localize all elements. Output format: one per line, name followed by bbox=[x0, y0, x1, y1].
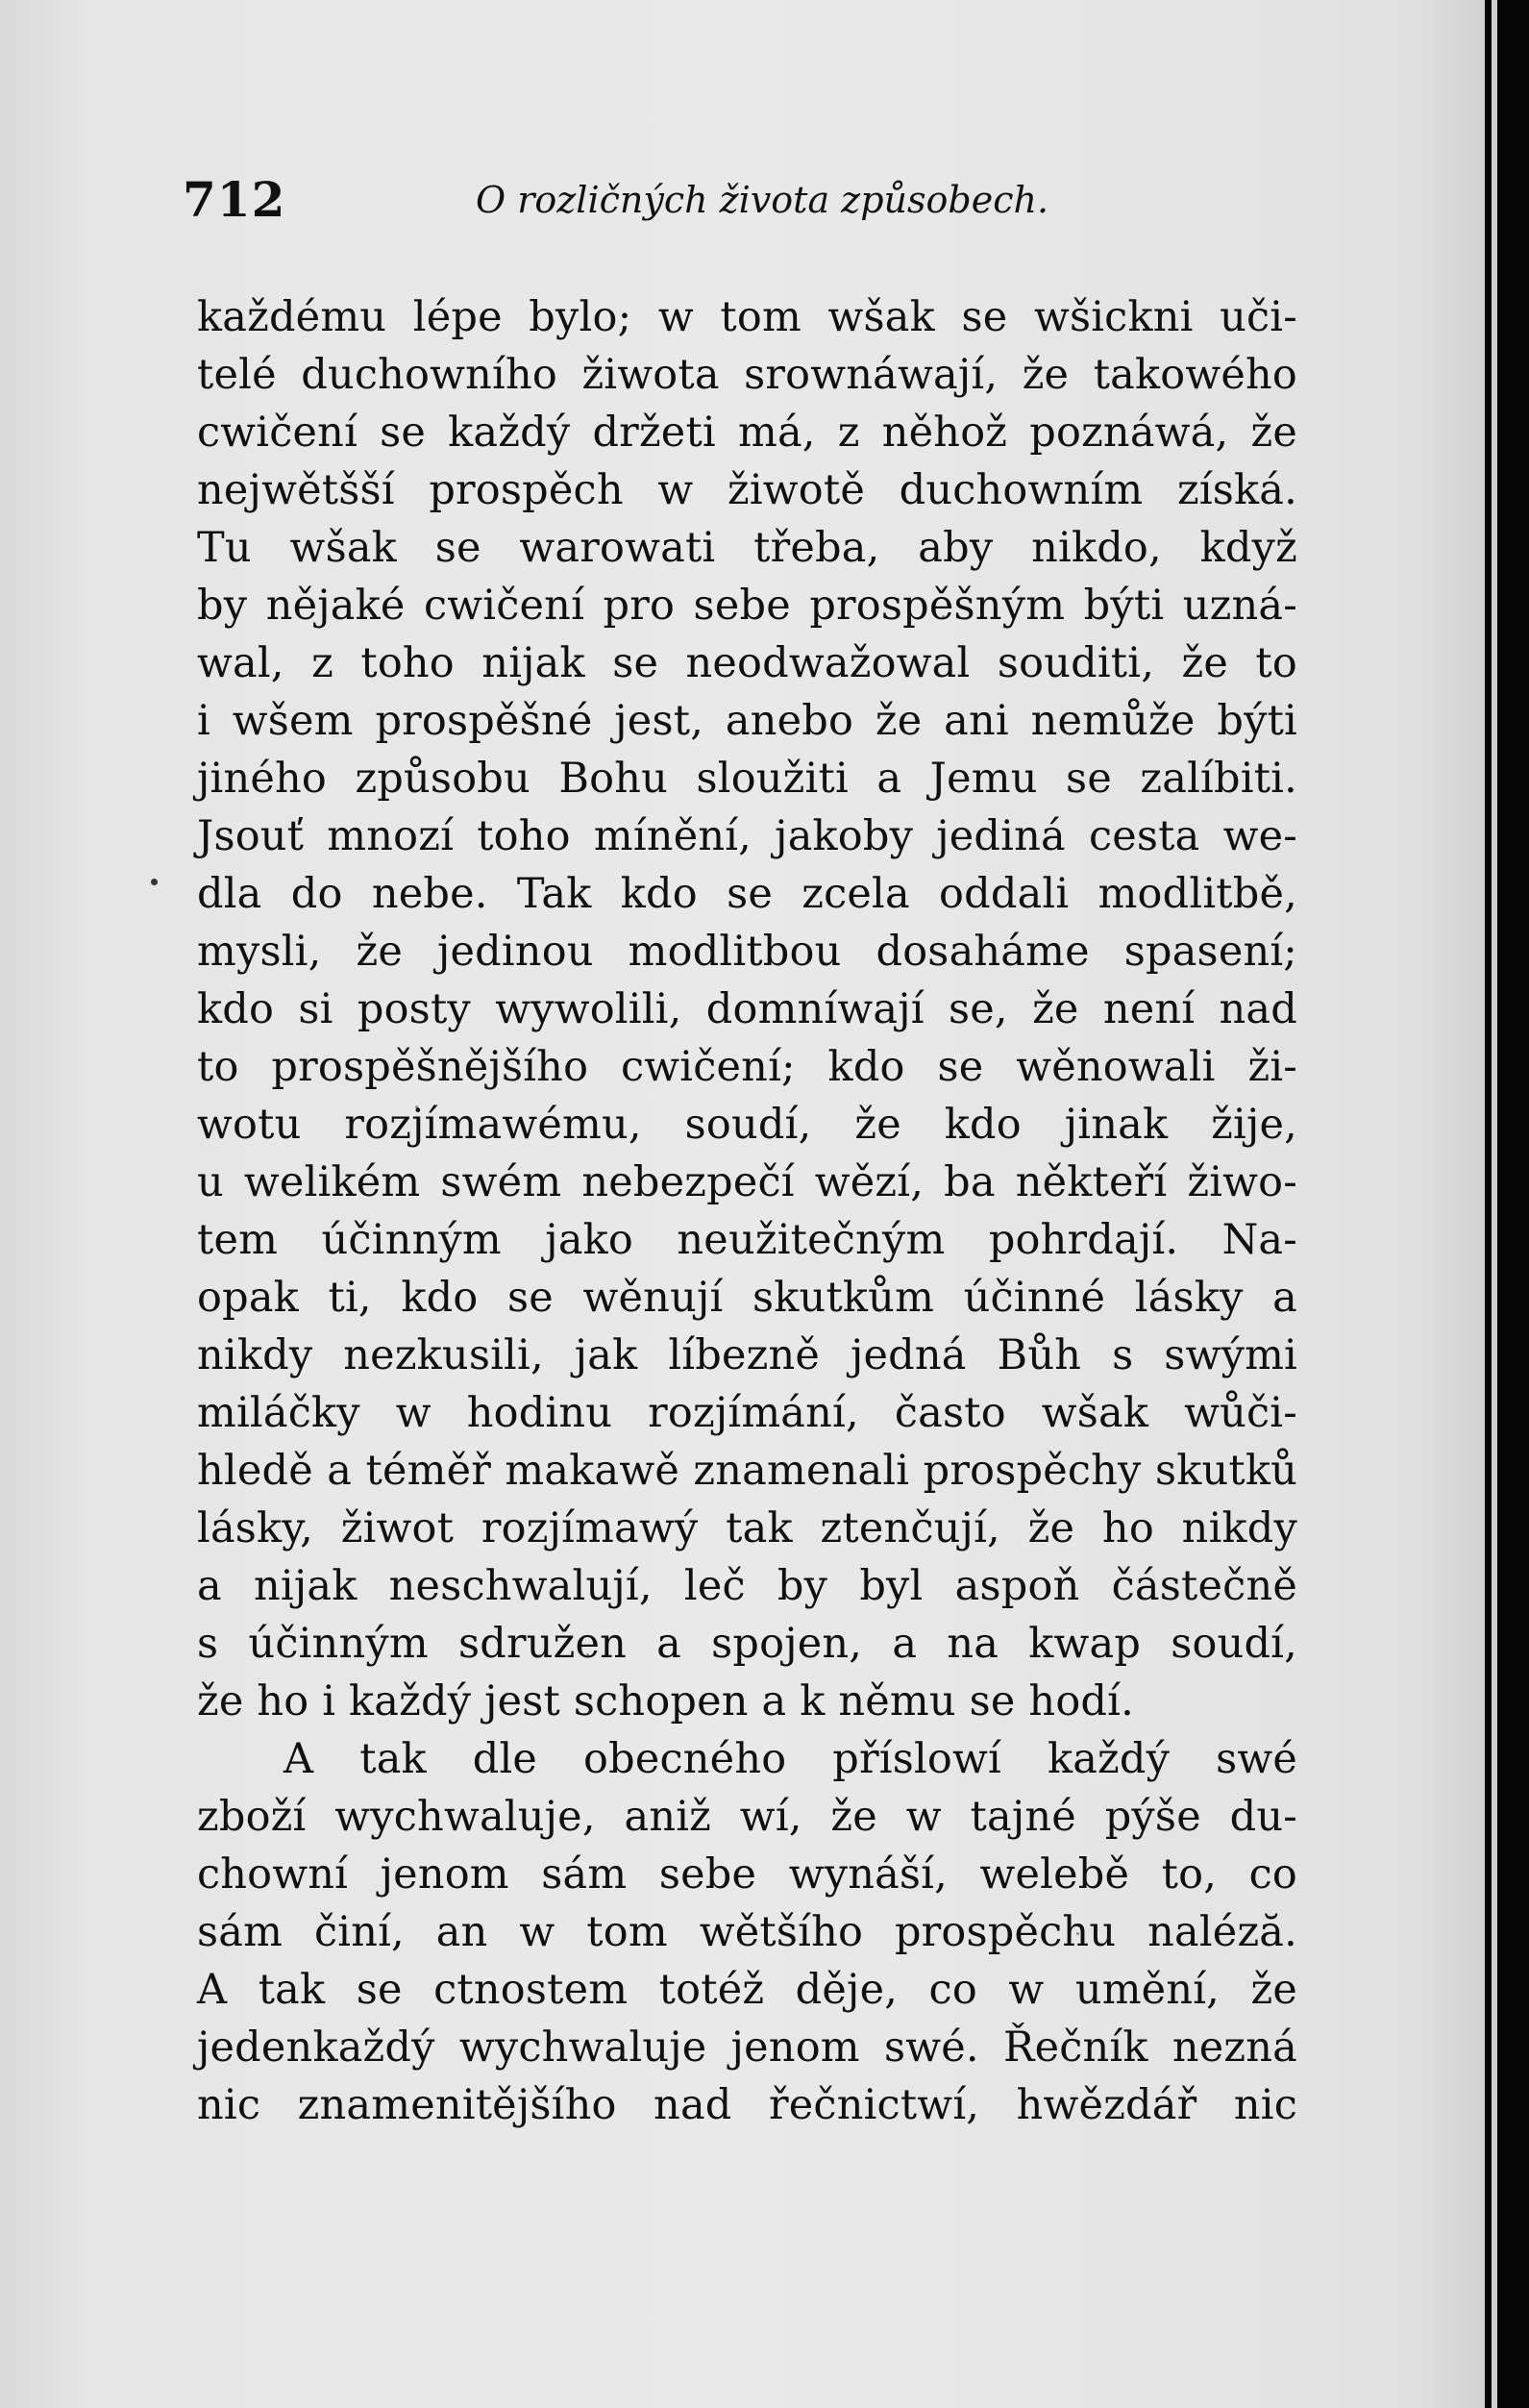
text-line: sám činí, an w tom wětšího prospěchu naléză. bbox=[197, 1908, 1297, 1956]
text-line: zboží wychwaluje, aniž wí, že w tajné pýše du- bbox=[197, 1793, 1297, 1841]
text-line: u welikém swém nebezpečí wězí, ba někteří žiwo- bbox=[197, 1158, 1297, 1206]
text-line: to prospěšnějšího cwičení; kdo se wěnowali ži- bbox=[197, 1043, 1297, 1091]
scan-edge-line bbox=[1492, 0, 1497, 2408]
text-line: chowní jenom sám sebe wynáší, welebě to, co bbox=[197, 1850, 1297, 1899]
text-line: telé duchowního žiwota srownáwají, že takowého bbox=[197, 351, 1297, 399]
text-line: i wšem prospěšné jest, anebo že ani nemůže býti bbox=[197, 697, 1297, 745]
text-line: s účinným sdružen a spojen, a na kwap soudí, bbox=[197, 1620, 1297, 1668]
text-line: mysli, že jedinou modlitbou dosaháme spasení; bbox=[197, 928, 1297, 976]
text-line: jiného způsobu Bohu sloužiti a Jemu se zalíbiti. bbox=[197, 755, 1297, 803]
text-line: jedenkaždý wychwaluje jenom swé. Řečník nezná bbox=[197, 2023, 1297, 2072]
page-number: 712 bbox=[183, 171, 286, 228]
text-line: wal, z toho nijak se neodwažowal souditi, že to bbox=[197, 639, 1297, 687]
text-line: a nijak neschwalují, leč by byl aspoň částečně bbox=[197, 1562, 1297, 1610]
text-line: Tu wšak se warowati třeba, aby nikdo, když bbox=[197, 524, 1297, 572]
running-head bbox=[183, 171, 1307, 238]
text-line: A tak se ctnostem totéž děje, co w umění, že bbox=[197, 1966, 1297, 2014]
paragraph-end-line: že ho i každý jest schopen a k němu se hodí. bbox=[197, 1677, 1134, 1725]
text-line: miláčky w hodinu rozjímání, často wšak wůči- bbox=[197, 1389, 1297, 1437]
text-line: tem účinným jako neužitečným pohrdají. Na- bbox=[197, 1216, 1297, 1264]
text-line: lásky, žiwot rozjímawý tak ztenčují, že ho nikdy bbox=[197, 1504, 1297, 1552]
text-line: cwičení se každý držeti má, z něhož poznáwá, že bbox=[197, 409, 1297, 457]
text-line: opak ti, kdo se wěnují skutkům účinné lásky a bbox=[197, 1274, 1297, 1322]
text-line: hledě a téměř makawě znamenali prospěchy skutků bbox=[197, 1447, 1297, 1495]
text-line: každému lépe bylo; w tom wšak se wšickni uči- bbox=[197, 293, 1297, 341]
text-line: dla do nebe. Tak kdo se zcela oddali modlitbě, bbox=[197, 870, 1297, 918]
text-line: by nějaké cwičení pro sebe prospěšným býti uzná- bbox=[197, 582, 1297, 630]
text-line: Jsouť mnozí toho mínění, jakoby jediná cesta we- bbox=[197, 812, 1297, 860]
text-line: nejwětšší prospěch w žiwotě duchowním získá. bbox=[197, 466, 1297, 514]
text-line: kdo si posty wywolili, domníwají se, že není nad bbox=[197, 985, 1297, 1033]
text-line: wotu rozjímawému, soudí, že kdo jinak žije, bbox=[197, 1101, 1297, 1149]
body-text bbox=[197, 288, 1297, 2134]
text-line: nic znamenitějšího nad řečnictwí, hwězdář nic bbox=[197, 2081, 1297, 2129]
running-title: O rozličných života způsobech. bbox=[476, 179, 1049, 221]
text-line: nikdy nezkusili, jak líbezně jedná Bůh s swými bbox=[197, 1331, 1297, 1379]
margin-ink-dot bbox=[151, 879, 158, 885]
paragraph-start-line: A tak dle obecného příslowí každý swé bbox=[284, 1735, 1297, 1783]
